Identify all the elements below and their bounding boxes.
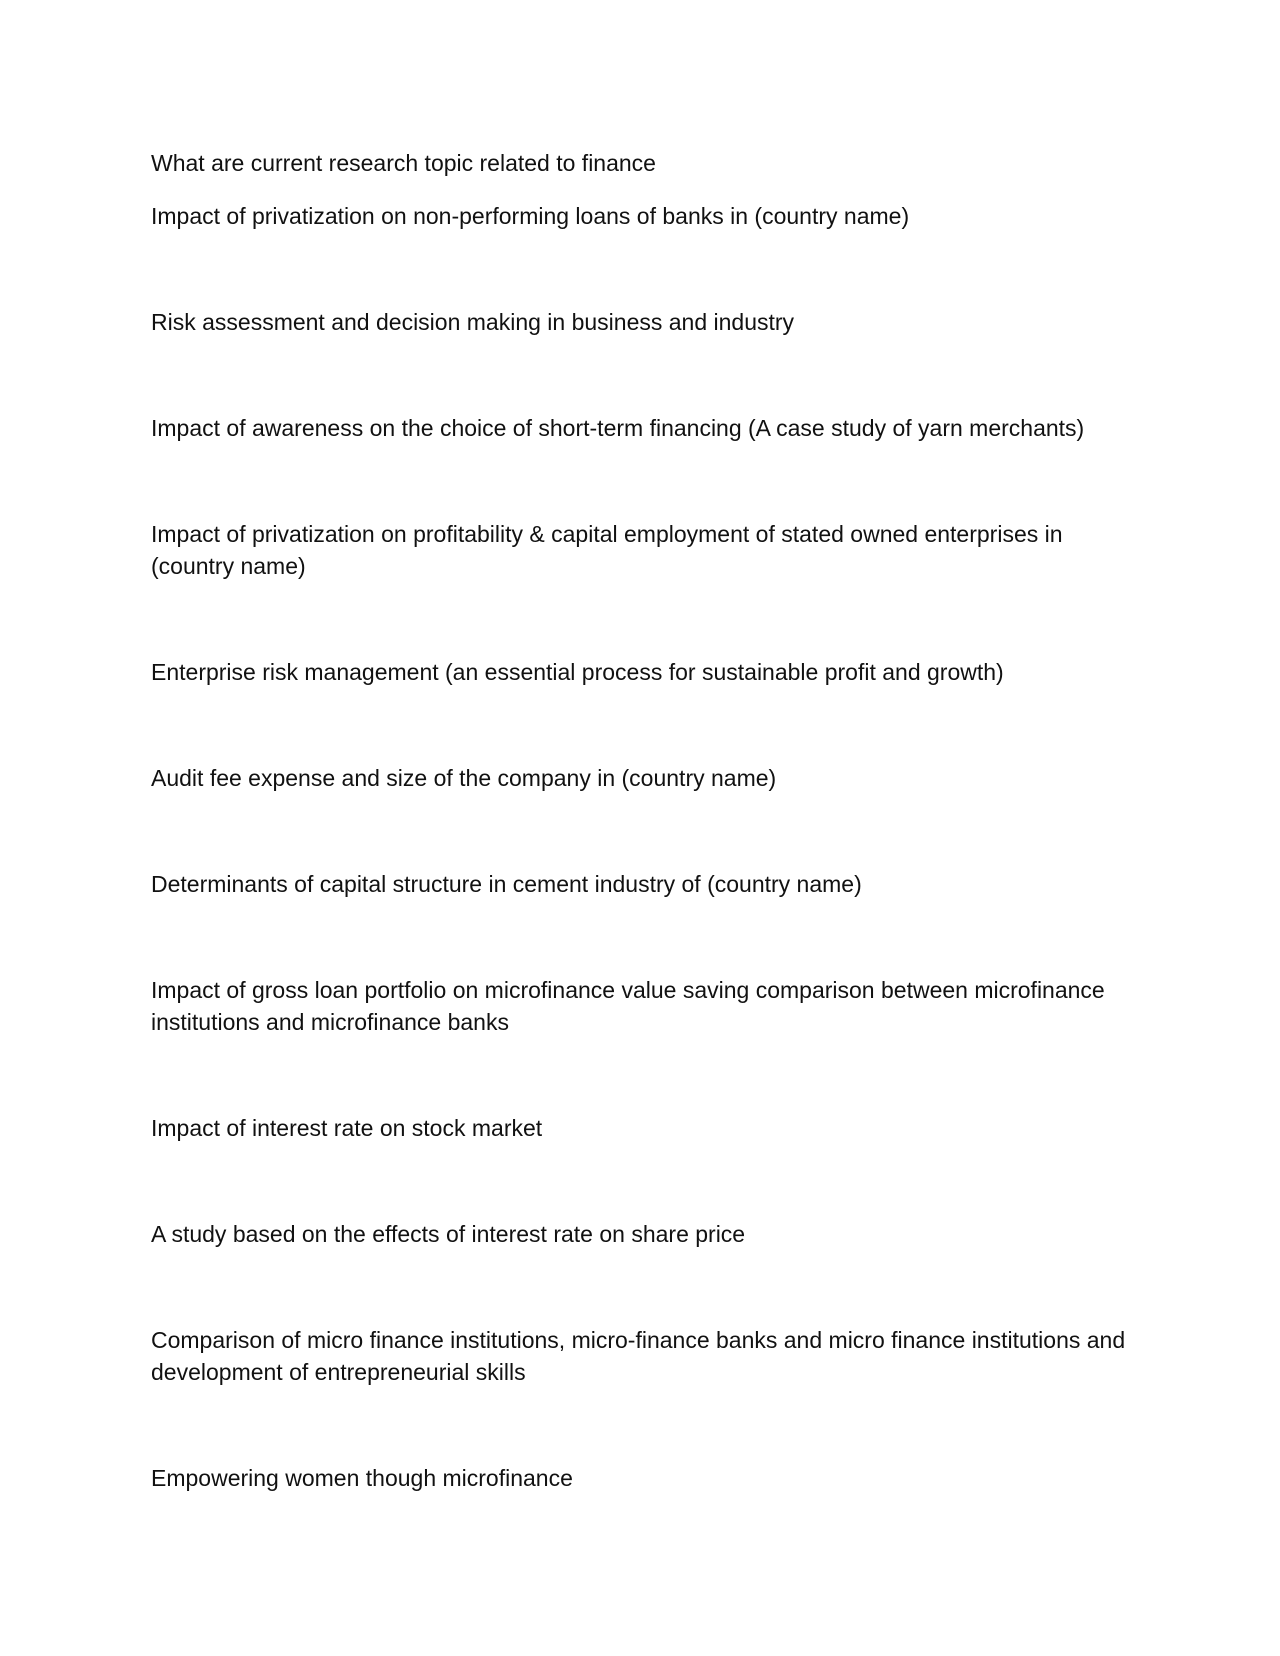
research-topic: Comparison of micro finance institutions, micro-finance banks and micro finance institutions and development of entrepreneurial skills (151, 1327, 1126, 1385)
research-topic: Risk assessment and decision making in business and industry (151, 309, 795, 335)
document-body (151, 147, 1131, 1494)
research-topic: Empowering women though microfinance (151, 1465, 573, 1491)
document-heading: What are current research topic related to finance (151, 150, 656, 176)
research-topic: Impact of privatization on non-performing loans of banks in (country name) (151, 203, 910, 229)
research-topic: Audit fee expense and size of the company in (country name) (151, 765, 777, 791)
research-topic: A study based on the effects of interest rate on share price (151, 1221, 746, 1247)
research-topic: Enterprise risk management (an essential process for sustainable profit and growth) (151, 659, 1004, 685)
research-topic: Determinants of capital structure in cement industry of (country name) (151, 871, 862, 897)
research-topic-list (151, 200, 1131, 1494)
research-topic: Impact of interest rate on stock market (151, 1115, 543, 1141)
research-topic: Impact of awareness on the choice of short-term financing (A case study of yarn merchants) (151, 415, 1085, 441)
research-topic: Impact of privatization on profitability & capital employment of stated owned enterprises in (country name) (151, 521, 1063, 579)
research-topic: Impact of gross loan portfolio on microfinance value saving comparison between microfinance institutions and microfinance banks (151, 977, 1105, 1035)
